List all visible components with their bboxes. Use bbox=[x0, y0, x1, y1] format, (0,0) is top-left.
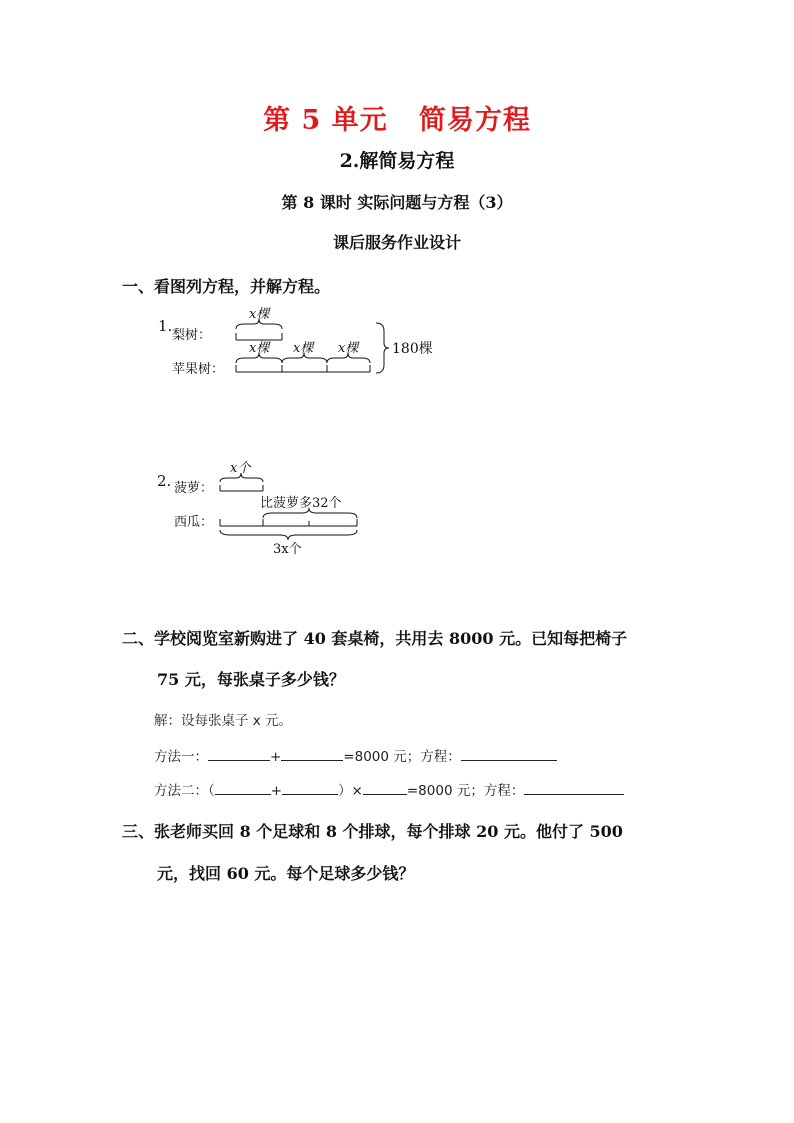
diagram-2 bbox=[150, 460, 410, 560]
method2-blank-2[interactable] bbox=[282, 781, 338, 795]
method1-equation-blank[interactable] bbox=[461, 747, 557, 761]
lesson-title: 第 8 课时 实际问题与方程（3） bbox=[281, 193, 513, 212]
diagram1-number: 1. bbox=[158, 317, 173, 335]
method1-blank-1[interactable] bbox=[208, 747, 270, 761]
method1-eq: =8000 元；方程： bbox=[343, 749, 461, 765]
q2-line2: 75 元，每张桌子多少钱？ bbox=[157, 670, 345, 689]
method2-open: （ bbox=[208, 783, 215, 799]
diagram1-pear-brace-label: x棵 bbox=[249, 307, 270, 322]
method2-blank-3[interactable] bbox=[363, 781, 407, 795]
q2-line1: 二、学校阅览室新购进了 40 套桌椅，共用去 8000 元。已知每把椅子 bbox=[122, 629, 628, 648]
method2-eq: =8000 元；方程： bbox=[406, 783, 525, 799]
q2-method2 bbox=[154, 779, 624, 799]
section-title: 2.解简易方程 bbox=[339, 150, 455, 172]
diagram2-pineapple-brace-label: x个 bbox=[230, 461, 251, 476]
method2-label: 方法二： bbox=[154, 783, 208, 799]
method1-plus: + bbox=[270, 749, 282, 765]
method2-equation-blank[interactable] bbox=[524, 781, 624, 795]
worksheet-subtitle: 课后服务作业设计 bbox=[332, 233, 461, 252]
q3-line2: 元，找回 60 元。每个足球多少钱？ bbox=[157, 864, 415, 883]
q3-line1: 三、张老师买回 8 个足球和 8 个排球，每个排球 20 元。他付了 500 bbox=[122, 822, 623, 841]
method2-blank-1[interactable] bbox=[215, 781, 271, 795]
q1-heading: 一、看图列方程，并解方程。 bbox=[122, 277, 331, 296]
method2-plus: + bbox=[270, 783, 283, 799]
diagram1-apple-brace-label-2: x棵 bbox=[293, 341, 314, 356]
diagram2-bottom-brace-label: 3x个 bbox=[273, 542, 302, 557]
diagram1-row1-label: 梨树： bbox=[172, 328, 212, 343]
diagram2-bottom-brace bbox=[220, 530, 357, 540]
method1-blank-2[interactable] bbox=[281, 747, 343, 761]
diagram-1 bbox=[150, 305, 470, 385]
page-title: 第 5 单元 简易方程 bbox=[263, 105, 531, 136]
diagram2-row1-label: 菠萝： bbox=[174, 481, 214, 496]
diagram2-top-brace-label: 比菠萝多32个 bbox=[260, 496, 342, 511]
diagram1-total-label: 180棵 bbox=[392, 341, 433, 357]
diagram1-apple-brace-label-3: x棵 bbox=[338, 341, 359, 356]
diagram1-total-brace bbox=[376, 323, 389, 373]
diagram1-row2-label: 苹果树： bbox=[172, 362, 225, 377]
method2-close: ）× bbox=[338, 783, 363, 799]
q2-method1 bbox=[154, 745, 557, 765]
diagram1-apple-brace-label-1: x棵 bbox=[249, 341, 270, 356]
diagram2-number: 2. bbox=[157, 472, 172, 490]
q2-solve-line: 解：设每张桌子 x 元。 bbox=[154, 713, 293, 729]
method1-label: 方法一： bbox=[154, 749, 208, 765]
diagram2-row2-label: 西瓜： bbox=[174, 515, 214, 530]
